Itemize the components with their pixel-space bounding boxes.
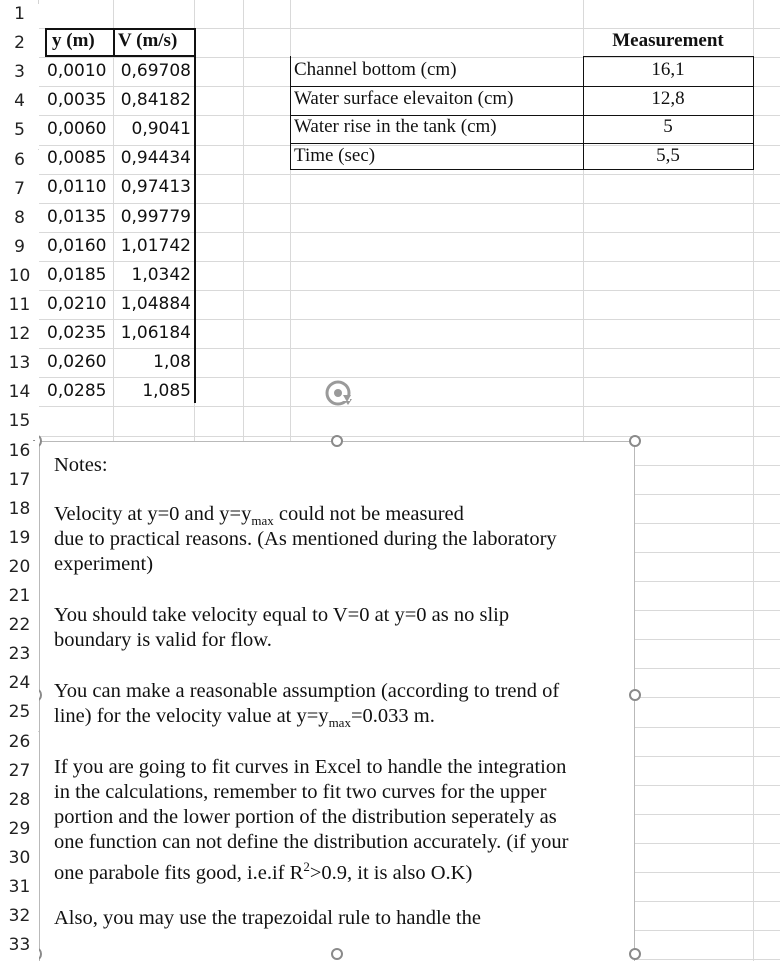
resize-handle[interactable] [331,948,343,960]
row-header[interactable]: 7 [0,179,39,208]
table-border [45,28,195,30]
cell-v[interactable]: 0,99779 [120,206,191,227]
row-header[interactable]: 15 [0,411,39,440]
measurement-value[interactable]: 16,1 [651,59,685,80]
cell-y[interactable]: 0,0260 [47,352,107,372]
cell-y[interactable]: 0,0035 [47,90,107,111]
cell-v[interactable]: 1,08 [153,352,191,372]
row-header[interactable]: 16 [0,441,39,470]
cell-y[interactable]: 0,0185 [47,264,107,285]
measurement-label[interactable]: Time (sec) [294,144,376,166]
cell-y[interactable]: 0,0135 [47,206,107,227]
row-header[interactable]: 27 [0,761,39,790]
row-header[interactable]: 31 [0,877,39,906]
measurement-label[interactable]: Water surface elevaiton (cm) [294,87,514,109]
row-header[interactable]: 25 [0,702,39,731]
cell-y[interactable]: 0,0085 [47,148,107,169]
cell-y[interactable]: 0,0235 [47,322,107,343]
cell-v[interactable]: 0,84182 [120,90,191,111]
gridline [39,261,780,262]
row-header[interactable]: 30 [0,848,39,877]
row-header[interactable]: 11 [0,295,39,324]
measurement-header[interactable]: Measurement [612,30,724,51]
header-v[interactable]: V (m/s) [118,30,178,51]
row-header[interactable]: 12 [0,324,39,353]
gridline [39,319,780,320]
cell-v[interactable]: 1,085 [142,381,191,402]
notes-line: Also, you may use the trapezoidal rule to handle the [54,907,481,929]
gridline [39,203,780,204]
row-header[interactable]: 6 [0,150,39,179]
gridline [39,406,780,407]
gridline [39,174,780,175]
notes-line: one function can not define the distribution accurately. (if your [54,831,569,853]
notes-line: boundary is valid for flow. [54,629,272,651]
notes-line: You can make a reasonable assumption (according to trend of [54,680,560,702]
cell-v[interactable]: 1,0342 [131,264,191,285]
measurement-label[interactable]: Channel bottom (cm) [294,59,457,80]
notes-line: one parabole fits good, i.e.if $R^2>0.9$, it is also O.K) [54,859,473,884]
cell-y[interactable]: 0,0110 [47,177,107,198]
row-header[interactable]: 20 [0,557,39,586]
cell-y[interactable]: 0,0210 [47,293,107,314]
cell-y[interactable]: 0,0010 [47,61,107,81]
row-header[interactable]: 1 [0,4,39,33]
row-header[interactable]: 3 [0,62,39,91]
cell-v[interactable]: 0,9041 [131,119,191,140]
resize-handle[interactable] [629,435,641,447]
notes-line: in the calculations, remember to fit two curves for the upper [54,781,547,803]
row-header[interactable]: 24 [0,673,39,702]
table-border [583,56,753,57]
row-header[interactable]: 18 [0,499,39,528]
resize-handle[interactable] [629,948,641,960]
cell-v[interactable]: 1,06184 [120,322,191,343]
row-header[interactable]: 19 [0,528,39,557]
cell-v[interactable]: 0,69708 [120,61,191,81]
resize-handle[interactable] [331,435,343,447]
row-header[interactable]: 23 [0,644,39,673]
table-border [45,55,195,57]
notes-line: You should take velocity equal to V=0 at y=0 as no slip [54,604,510,626]
cell-v[interactable]: 1,04884 [120,293,191,314]
table-border [113,28,115,56]
header-y[interactable]: y (m) [52,30,95,51]
rotate-handle-icon[interactable] [322,377,354,409]
notes-textbox[interactable] [39,441,635,961]
measurement-value[interactable]: 5,5 [656,144,680,166]
row-header[interactable]: 26 [0,732,39,761]
cell-v[interactable]: 1,01742 [120,235,191,256]
row-header[interactable]: 28 [0,790,39,819]
cell-v[interactable]: 0,94434 [120,148,191,169]
cell-y[interactable]: 0,0285 [47,381,107,402]
row-header[interactable]: 4 [0,91,39,120]
row-header[interactable]: 29 [0,819,39,848]
row-header[interactable]: 5 [0,120,39,149]
notes-line: due to practical reasons. (As mentioned during the laboratory [54,528,557,550]
measurement-label[interactable]: Water rise in the tank (cm) [294,116,497,138]
cell-y[interactable]: 0,0060 [47,119,107,140]
row-header[interactable]: 17 [0,470,39,499]
table-border [290,56,291,170]
row-header[interactable]: 2 [0,33,39,62]
row-header[interactable]: 13 [0,353,39,382]
row-header[interactable]: 14 [0,382,39,411]
gridline [39,377,780,378]
row-header[interactable]: 22 [0,615,39,644]
notes-line: experiment) [54,553,154,575]
gridline [39,57,780,58]
gridline [39,348,780,349]
notes-line: Velocity at y=0 and $y=y_{max}$ could not be measured [54,503,464,529]
table-border [583,56,584,170]
row-header[interactable]: 10 [0,266,39,295]
notes-title: Notes: [54,454,108,476]
gridline [39,436,780,437]
table-border [753,56,754,170]
measurement-value[interactable]: 12,8 [651,87,685,109]
row-header[interactable]: 32 [0,906,39,935]
notes-line: portion and the lower portion of the distribution seperately as [54,806,557,828]
row-header[interactable]: 21 [0,586,39,615]
table-border [194,28,196,403]
row-header[interactable]: 8 [0,208,39,237]
table-border [45,28,47,56]
row-header[interactable]: 33 [0,935,39,961]
notes-line: If you are going to fit curves in Excel to handle the integration [54,756,567,778]
cell-v[interactable]: 0,97413 [120,177,191,198]
gridline [39,290,780,291]
resize-handle[interactable] [629,689,641,701]
measurement-value[interactable]: 5 [663,116,673,138]
table-border [290,169,754,170]
notes-line: line) for the velocity value at $y=y_{max}=0.033$ m. [54,705,435,731]
cell-y[interactable]: 0,0160 [47,235,107,256]
row-header[interactable]: 9 [0,237,39,266]
gridline [39,232,780,233]
